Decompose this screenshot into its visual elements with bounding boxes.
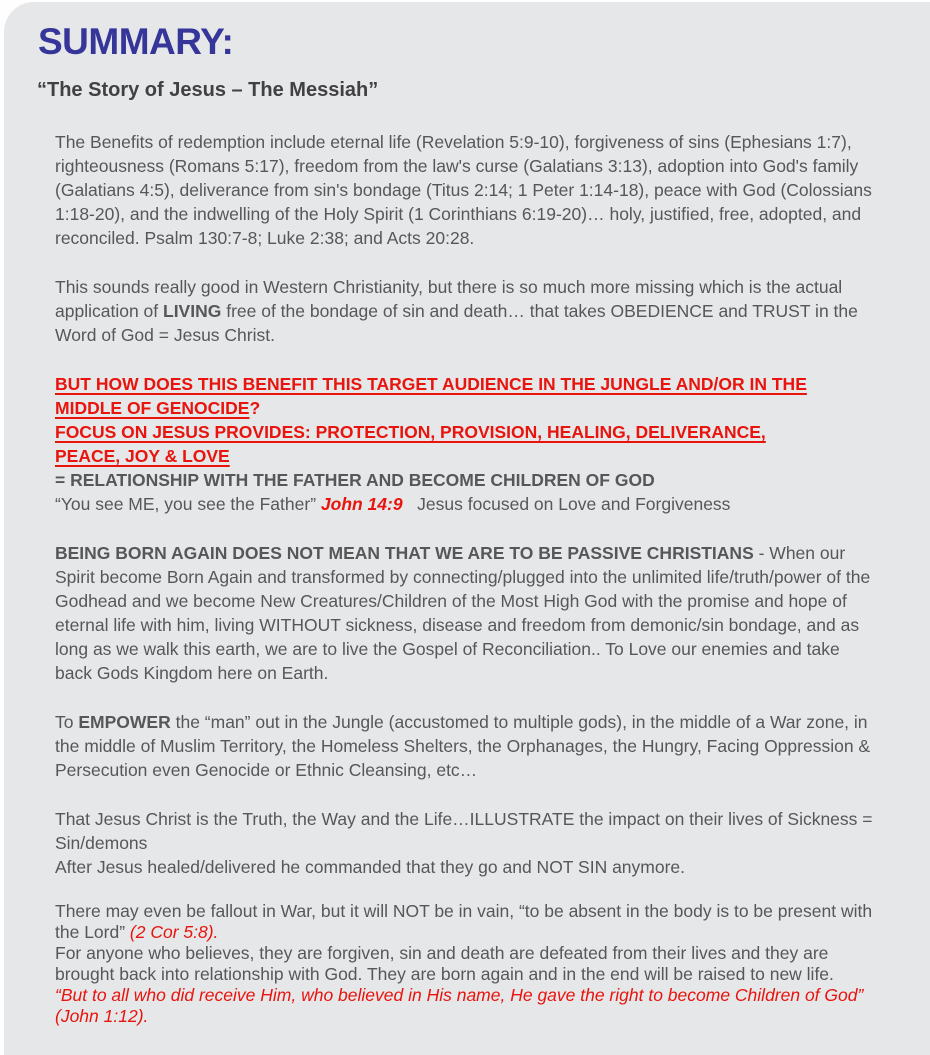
text-run: PEACE, JOY & LOVE <box>55 445 230 466</box>
text-run: “You see ME, you see the Father” <box>55 493 321 514</box>
page-subtitle: “The Story of Jesus – The Messiah” <box>37 78 379 101</box>
text-run: MIDDLE OF GENOCIDE <box>55 397 250 418</box>
text-run: free of the bondage of sin and death… that takes OBEDIENCE and TRUST in the Word of God = Jesus Christ. <box>55 300 858 345</box>
text-run: To <box>55 711 79 732</box>
born-again-paragraph <box>55 541 874 685</box>
text-run: Jesus focused on Love and Forgiveness <box>402 493 731 514</box>
text-run: LIVING <box>163 300 222 321</box>
text-run: For anyone who believes, they are forgiven, sin and death are defeated from their lives and they are brought back into relationship with God. They are born again and in the end will be raised to new life. <box>55 942 834 984</box>
summary-body <box>55 130 874 1027</box>
text-run: - When our Spirit become Born Again and transformed by connecting/plugged into the unlimited life/truth/power of the Godhead and we become New Creatures/Children of the Most High God with the promise and hope of eternal life with him, living WITHOUT sickness, disease and freedom from demonic/sin bondage, and as long as we walk this earth, we are to live the Gospel of Reconciliation.. To Love our enemies and take back Gods Kingdom here on Earth. <box>55 542 871 683</box>
summary-panel <box>4 2 930 1055</box>
text-run: ? <box>249 397 261 418</box>
page-title: SUMMARY: <box>38 21 234 62</box>
text-run: That Jesus Christ is the Truth, the Way and the Life…ILLUSTRATE the impact on their lives of Sickness = Sin/demons <box>55 808 873 853</box>
text-run: “But to all who did receive Him, who believed in His name, He gave the right to become Children of God” (John 1:12). <box>55 984 864 1026</box>
illustrate-paragraph <box>55 807 874 879</box>
text-run: BEING BORN AGAIN DOES NOT MEAN THAT WE ARE TO BE PASSIVE CHRISTIANS <box>55 542 754 563</box>
text-run: This sounds really good in Western Christianity, but there is so much more missing which is the actual application of <box>55 276 843 321</box>
text-run: There may even be fallout in War, but it will NOT be in vain, “to be absent in the body is to be present with the Lord” <box>55 900 873 942</box>
text-run: = RELATIONSHIP WITH THE FATHER AND BECOME CHILDREN OF GOD <box>55 469 655 490</box>
text-run: FOCUS ON JESUS PROVIDES: PROTECTION, PROVISION, HEALING, DELIVERANCE, <box>55 421 766 442</box>
text-run: EMPOWER <box>78 711 171 732</box>
text-run: After Jesus healed/delivered he commanded that they go and NOT SIN anymore. <box>55 856 686 877</box>
text-run: (2 Cor 5:8). <box>129 921 219 942</box>
text-run: The Benefits of redemption include eternal life (Revelation 5:9-10), forgiveness of sins (Ephesians 1:7), righteousness (Romans 5:17), freedom from the law's curse (Galatians 3:13), adoption into God's family (Galatians 4:5), deliverance from sin's bondage (Titus 2:14; 1 Peter 1:14-18), peace with God (Colossians 1:18-20), and the indwelling of the Holy Spirit (1 Corinthians 6:19-20)… holy, justified, free, adopted, and reconciled. Psalm 130:7-8; Luke 2:38; and Acts 20:28. <box>55 131 872 248</box>
benefits-of-redemption-paragraph <box>55 130 874 250</box>
closing-paragraph <box>55 901 874 1027</box>
focus-on-jesus-block <box>55 372 874 516</box>
text-run: the “man” out in the Jungle (accustomed to multiple gods), in the middle of a War zone, in the middle of Muslim Territory, the Homeless Shelters, the Orphanages, the Hungry, Facing Oppression & Persecution even Genocide or Ethnic Cleansing, etc… <box>55 711 871 780</box>
text-run: BUT HOW DOES THIS BENEFIT THIS TARGET AUDIENCE IN THE JUNGLE AND/OR IN THE <box>55 373 807 394</box>
empower-paragraph <box>55 710 874 782</box>
western-christianity-paragraph <box>55 275 874 347</box>
text-run: John 14:9 <box>320 493 403 514</box>
